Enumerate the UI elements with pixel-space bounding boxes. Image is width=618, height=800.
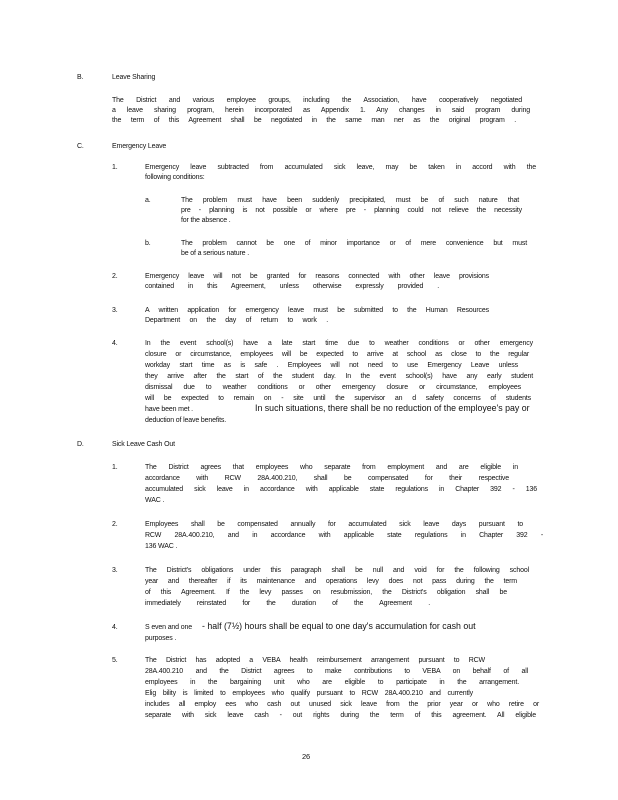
paragraph-line: accumulated sick leave in accordance with applicable state regulations in Chapter 392 - 136: [145, 486, 537, 493]
paragraph-line: The problem must have been suddenly precipitated, must be of such nature that: [181, 197, 519, 204]
emphasized-text: - half (7½) hours shall be equal to one day's accumulation for cash out: [202, 621, 476, 631]
paragraph-line: RCW 28A.400.210, and in accordance with applicable state regulations in Chapter 392 -: [145, 532, 543, 539]
page-number: 26: [302, 752, 311, 761]
emphasized-text: In such situations, there shall be no reduction of the employee's pay or: [255, 403, 530, 413]
paragraph-line: for the absence .: [181, 217, 231, 224]
paragraph-line: workday start time as is safe . Employees will not need to use Emergency Leave unless: [145, 362, 518, 369]
paragraph-line: 28A.400.210 and the District agrees to make contributions to VEBA on behalf of all: [145, 668, 528, 675]
paragraph-line: deduction of leave benefits.: [145, 417, 227, 424]
paragraph-line: pre - planning is not possible or where pre - planning could not relieve the necessity: [181, 207, 522, 214]
item-number: 2.: [112, 521, 118, 528]
paragraph-line: contained in this Agreement, unless otherwise expressly provided .: [145, 283, 439, 290]
paragraph-line: A written application for emergency leave must be submitted to the Human Resources: [145, 307, 489, 314]
paragraph-line: In the event school(s) have a late start time due to weather conditions or other emergency: [145, 340, 533, 347]
section-heading: Sick Leave Cash Out: [112, 441, 175, 448]
paragraph-line: be of a serious nature .: [181, 250, 249, 257]
paragraph-line: Employees shall be compensated annually for accumulated sick leave days pursuant to: [145, 521, 523, 528]
paragraph-line: Department on the day of return to work .: [145, 317, 328, 324]
item-number: 3.: [112, 307, 118, 314]
paragraph-line: year and thereafter if its maintenance and operations levy does not pass during the term: [145, 578, 517, 585]
paragraph-line: WAC .: [145, 497, 165, 504]
paragraph-line: employees in the bargaining unit who are eligible to participate in the arrangement.: [145, 679, 519, 686]
section-heading: Emergency Leave: [112, 143, 167, 150]
paragraph-line: of this Agreement. If the levy passes on resubmission, the District's obligation shall be: [145, 589, 507, 596]
paragraph-line: Emergency leave subtracted from accumulated sick leave, may be taken in accord with the: [145, 164, 536, 171]
item-number: 3.: [112, 567, 118, 574]
subitem-letter: b.: [145, 240, 151, 247]
paragraph-line: Elig bility is limited to employees who qualify pursuant to RCW 28A.400.210 and currently: [145, 690, 473, 697]
section-letter: C.: [77, 143, 84, 150]
section-letter: B.: [77, 74, 84, 81]
paragraph-line: the term of this Agreement shall be negotiated in the same man ner as the original program .: [112, 117, 516, 124]
paragraph-line: 136 WAC .: [145, 543, 178, 550]
paragraph-line: The District's obligations under this paragraph shall be null and void for the following school: [145, 567, 529, 574]
paragraph-line: they arrive after the start of the student day. In the event school(s) have any early student: [145, 373, 533, 380]
item-number: 1.: [112, 164, 118, 171]
paragraph-line: separate with sick leave cash - out rights during the term of this agreement. All eligible: [145, 712, 536, 719]
item-number: 4.: [112, 624, 118, 631]
paragraph-line: purposes .: [145, 635, 177, 642]
paragraph-line: The District has adopted a VEBA health reimbursement arrangement pursuant to RCW: [145, 657, 485, 664]
section-heading: Leave Sharing: [112, 74, 156, 81]
paragraph-line: The District and various employee groups, including the Association, have cooperatively negotiated: [112, 97, 522, 104]
section-letter: D.: [77, 441, 84, 448]
paragraph-line: accordance with RCW 28A.400.210, shall be compensated for their respective: [145, 475, 509, 482]
item-number: 5.: [112, 657, 118, 664]
item-number: 1.: [112, 464, 118, 471]
paragraph-line: a leave sharing program, herein incorporated as Appendix 1. Any changes in said program during: [112, 107, 530, 114]
paragraph-line: will be expected to remain on - site until the supervisor an d safety concerns of students: [145, 395, 531, 402]
paragraph-line: following conditions:: [145, 174, 205, 181]
paragraph-line: S even and one: [145, 624, 192, 631]
item-number: 2.: [112, 273, 118, 280]
paragraph-line: have been met .: [145, 406, 193, 413]
paragraph-line: The problem cannot be one of minor importance or of mere convenience but must: [181, 240, 527, 247]
paragraph-line: dismissal due to weather conditions or other emergency closure or circumstance, employees: [145, 384, 521, 391]
paragraph-line: closure or circumstance, employees will be expected to arrive at school as close to the regular: [145, 351, 529, 358]
paragraph-line: immediately reinstated for the duration of the Agreement .: [145, 600, 430, 607]
item-number: 4.: [112, 340, 118, 347]
paragraph-line: includes all employ ees who cash out unused sick leave from the prior year or who retire or: [145, 701, 539, 708]
subitem-letter: a.: [145, 197, 151, 204]
paragraph-line: The District agrees that employees who separate from employment and are eligible in: [145, 464, 518, 471]
paragraph-line: Emergency leave will not be granted for reasons connected with other leave provisions: [145, 273, 489, 280]
